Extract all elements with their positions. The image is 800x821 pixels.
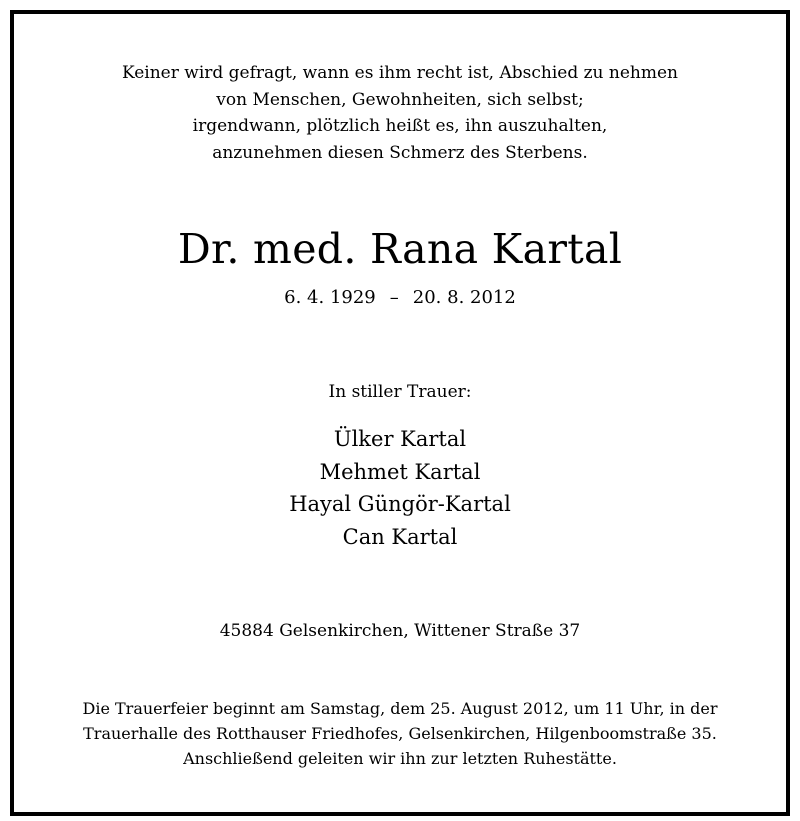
verse-line: von Menschen, Gewohnheiten, sich selbst; bbox=[216, 89, 584, 110]
mourning-label: In stiller Trauer: bbox=[328, 382, 472, 402]
verse bbox=[14, 60, 786, 166]
mourner-list bbox=[14, 423, 786, 554]
mourner-name: Hayal Güngör-Kartal bbox=[289, 492, 511, 517]
ceremony-line: Die Trauerfeier beginnt am Samstag, dem 25. August 2012, um 11 Uhr, in der bbox=[82, 699, 718, 718]
death-date: 20. 8. 2012 bbox=[412, 287, 516, 308]
verse-line: anzunehmen diesen Schmerz des Sterbens. bbox=[212, 142, 588, 163]
family-address: 45884 Gelsenkirchen, Wittener Straße 37 bbox=[219, 621, 581, 641]
ceremony-line: Anschließend geleiten wir ihn zur letzten Ruhestätte. bbox=[183, 749, 617, 768]
mourner-name: Mehmet Kartal bbox=[319, 459, 481, 484]
ceremony-line: Trauerhalle des Rotthauser Friedhofes, Gelsenkirchen, Hilgenboomstraße 35. bbox=[83, 724, 717, 743]
mourner-name: Ülker Kartal bbox=[333, 427, 467, 451]
deceased-name: Dr. med. Rana Kartal bbox=[177, 225, 623, 273]
verse-line: irgendwann, plötzlich heißt es, ihn auszuhalten, bbox=[192, 116, 608, 136]
verse-line: Keiner wird gefragt, wann es ihm recht ist, Abschied zu nehmen bbox=[121, 63, 678, 83]
obituary-notice bbox=[10, 10, 790, 816]
birth-date: 6. 4. 1929 bbox=[284, 287, 376, 308]
mourner-name: Can Kartal bbox=[342, 525, 458, 550]
ceremony-info bbox=[14, 696, 786, 771]
date-separator: – bbox=[389, 287, 399, 308]
life-dates bbox=[14, 284, 786, 312]
